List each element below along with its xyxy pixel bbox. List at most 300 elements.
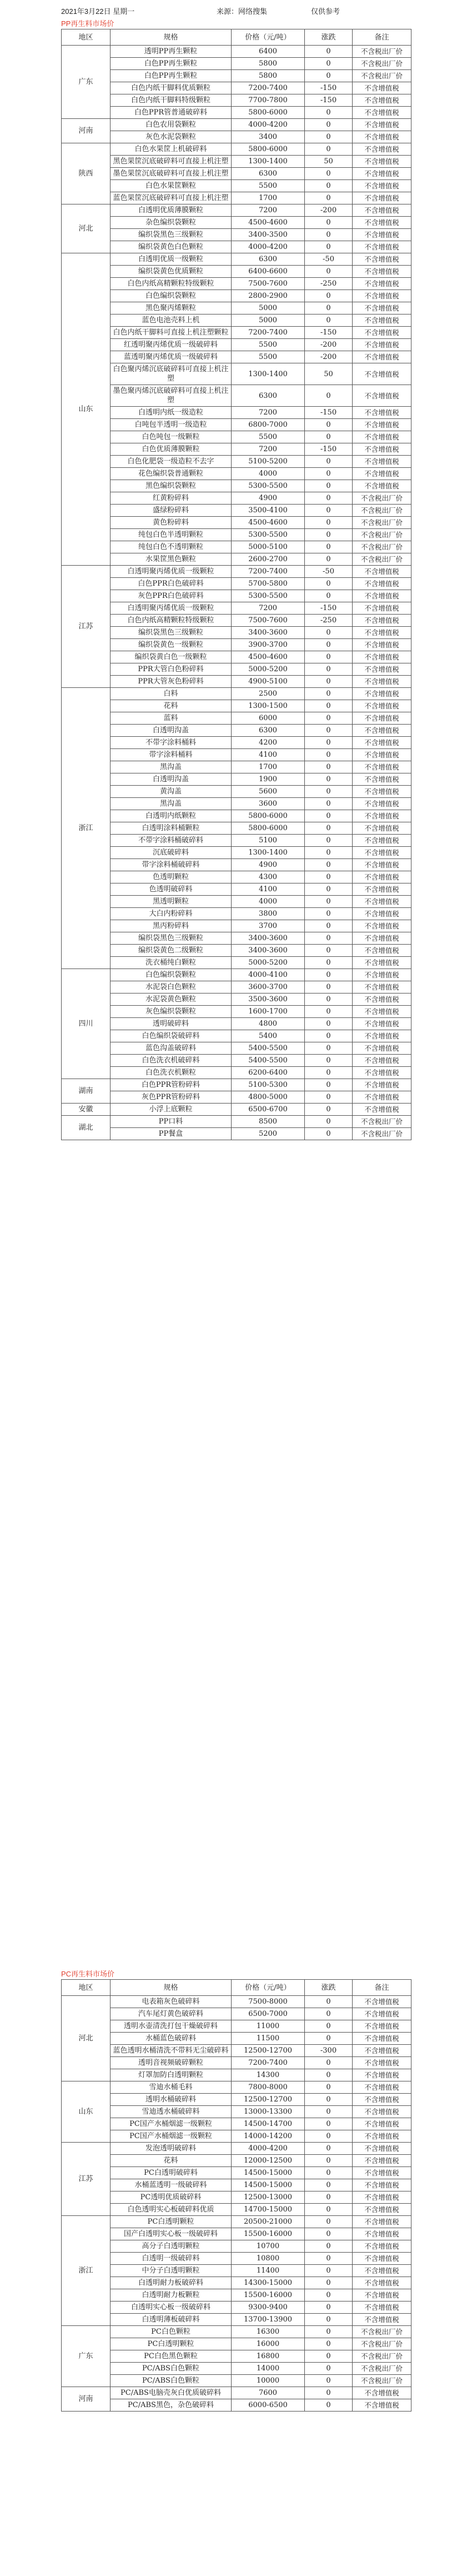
note-cell: 不含增值税 — [353, 278, 411, 290]
price-cell: 4500-4600 — [232, 517, 305, 529]
price-cell: 4900 — [232, 859, 305, 871]
change-cell: 0 — [305, 712, 353, 725]
note-cell: 不含税出厂价 — [353, 2338, 411, 2350]
price-cell: 4000 — [232, 896, 305, 908]
table-row — [62, 688, 411, 700]
note-cell: 不含增值税 — [353, 2008, 411, 2020]
column-header: 地区 — [62, 29, 111, 46]
spec-cell: 汽车尾灯黄色破碎料 — [111, 2008, 232, 2020]
change-cell: 0 — [305, 798, 353, 810]
note-cell: 不含增值税 — [353, 920, 411, 932]
note-cell: 不含增值税 — [353, 578, 411, 590]
price-cell: 16800 — [232, 2350, 305, 2363]
spec-cell: 蓝料 — [111, 712, 232, 725]
table-row — [62, 2094, 411, 2106]
change-cell: 0 — [305, 2326, 353, 2338]
spec-cell: 蓝色电池壳料上机 — [111, 314, 232, 327]
change-cell: -50 — [305, 566, 353, 578]
price-cell: 7200-7400 — [232, 82, 305, 94]
spec-cell: 编织袋黄白色一级颗粒 — [111, 651, 232, 663]
column-header: 价格（元/吨） — [232, 1980, 305, 1996]
table-row — [62, 2081, 411, 2094]
table-row — [62, 981, 411, 994]
note-cell: 不含增值税 — [353, 700, 411, 712]
spec-cell: 灰色水泥袋颗粒 — [111, 131, 232, 143]
spec-cell: 黑色果筐沉底破碎料可直接上机注塑 — [111, 156, 232, 168]
spec-cell: PC透明优质破碎料 — [111, 2191, 232, 2204]
note-cell: 不含税出厂价 — [353, 1116, 411, 1128]
price-cell: 5800-6000 — [232, 107, 305, 119]
price-cell: 1700 — [232, 192, 305, 204]
note-cell: 不含增值税 — [353, 443, 411, 456]
change-cell: 0 — [305, 131, 353, 143]
change-cell: 0 — [305, 529, 353, 541]
spec-cell: 白色农用袋颗粒 — [111, 119, 232, 131]
price-cell: 6300 — [232, 725, 305, 737]
change-cell: 0 — [305, 229, 353, 241]
price-cell: 6400 — [232, 46, 305, 58]
spec-cell: 编织袋黄色优质颗粒 — [111, 266, 232, 278]
note-cell: 不含增值税 — [353, 2277, 411, 2289]
note-cell: 不含增值税 — [353, 2045, 411, 2057]
table-row — [62, 761, 411, 773]
table-row — [62, 192, 411, 204]
change-cell: 0 — [305, 1116, 353, 1128]
table-row — [62, 253, 411, 266]
change-cell: 0 — [305, 749, 353, 761]
spec-cell: 透明破碎料 — [111, 1018, 232, 1030]
price-cell: 7200 — [232, 602, 305, 615]
table-row — [62, 566, 411, 578]
change-cell: -200 — [305, 339, 353, 351]
table-row — [62, 1030, 411, 1042]
change-cell: 0 — [305, 1104, 353, 1116]
spec-cell: 色透明破碎料 — [111, 883, 232, 896]
price-cell: 7200 — [232, 443, 305, 456]
table-row — [62, 241, 411, 253]
price-cell: 3400-3600 — [232, 627, 305, 639]
spec-cell: 带字涂料桶破碎料 — [111, 859, 232, 871]
spec-cell: 水桶蓝透明一级破碎料 — [111, 2179, 232, 2191]
table-row — [62, 859, 411, 871]
note-cell: 不含增值税 — [353, 456, 411, 468]
price-cell: 5800 — [232, 58, 305, 70]
change-cell: -150 — [305, 407, 353, 419]
table-row — [62, 180, 411, 192]
change-cell: -300 — [305, 2045, 353, 2057]
change-cell: 0 — [305, 1055, 353, 1067]
note-cell: 不含增值税 — [353, 327, 411, 339]
note-cell: 不含增值税 — [353, 822, 411, 835]
note-cell: 不含增值税 — [353, 651, 411, 663]
change-cell: 0 — [305, 70, 353, 82]
spec-cell: 白色内纸干脚料可直接上机注塑颗粒 — [111, 327, 232, 339]
change-cell: 0 — [305, 651, 353, 663]
change-cell: 0 — [305, 700, 353, 712]
table-row — [62, 896, 411, 908]
change-cell: 0 — [305, 725, 353, 737]
note-cell: 不含税出厂价 — [353, 517, 411, 529]
spec-cell: 发泡透明破碎料 — [111, 2143, 232, 2155]
price-cell: 5800-6000 — [232, 143, 305, 156]
price-cell: 5000 — [232, 302, 305, 314]
table-row — [62, 278, 411, 290]
spec-cell: 白色编织袋颗粒 — [111, 290, 232, 302]
spec-cell: PC/ABS白色颗粒 — [111, 2375, 232, 2387]
change-cell: 0 — [305, 2057, 353, 2069]
change-cell: 0 — [305, 517, 353, 529]
table-row — [62, 957, 411, 969]
change-cell: 0 — [305, 2033, 353, 2045]
note-cell: 不含增值税 — [353, 2179, 411, 2191]
table-row — [62, 810, 411, 822]
price-cell: 4100 — [232, 749, 305, 761]
price-cell: 4300 — [232, 871, 305, 883]
table-row — [62, 1006, 411, 1018]
change-cell: 0 — [305, 2240, 353, 2253]
spec-cell: 白色洗衣机颗粒 — [111, 1067, 232, 1079]
change-cell: 0 — [305, 908, 353, 920]
note-cell: 不含增值税 — [353, 2094, 411, 2106]
spec-cell: 白透明内纸颗粒 — [111, 810, 232, 822]
note-cell: 不含增值税 — [353, 351, 411, 363]
spec-cell: 不带字涂料桶破碎料 — [111, 835, 232, 847]
change-cell: 0 — [305, 2094, 353, 2106]
change-cell: -200 — [305, 351, 353, 363]
table-row — [62, 2155, 411, 2167]
table-row — [62, 1996, 411, 2008]
table-row — [62, 847, 411, 859]
spec-cell: 中分子白透明颗粒 — [111, 2265, 232, 2277]
table-row — [62, 2289, 411, 2302]
change-cell: 0 — [305, 180, 353, 192]
price-cell: 5800-6000 — [232, 822, 305, 835]
change-cell: 0 — [305, 1091, 353, 1104]
note-cell: 不含增值税 — [353, 1006, 411, 1018]
spec-cell: 电表箱灰色破碎料 — [111, 1996, 232, 2008]
change-cell: 0 — [305, 541, 353, 553]
price-cell: 14500-14700 — [232, 2118, 305, 2130]
price-cell: 7500-8000 — [232, 1996, 305, 2008]
table-row — [62, 2057, 411, 2069]
note-cell: 不含增值税 — [353, 2265, 411, 2277]
price-cell: 3600-3700 — [232, 981, 305, 994]
table-row — [62, 2204, 411, 2216]
note-cell: 不含增值税 — [353, 290, 411, 302]
change-cell: 0 — [305, 2179, 353, 2191]
spec-cell: 国产白透明实心板一级破碎料 — [111, 2228, 232, 2240]
table-row — [62, 143, 411, 156]
pp-section-title: PP再生料市场价 — [61, 19, 114, 28]
change-cell: 0 — [305, 835, 353, 847]
change-cell: 0 — [305, 639, 353, 651]
spec-cell: 墨色聚丙烯沉底破碎料可直接上机注塑 — [111, 385, 232, 407]
column-header: 地区 — [62, 1980, 111, 1996]
spec-cell: 编织袋黑色三级颗粒 — [111, 229, 232, 241]
table-row — [62, 131, 411, 143]
spec-cell: PC/ABS电脑壳灰白优质破碎料 — [111, 2387, 232, 2399]
note-cell: 不含增值税 — [353, 119, 411, 131]
note-cell: 不含增值税 — [353, 407, 411, 419]
change-cell: -200 — [305, 204, 353, 217]
spec-cell: 白色内纸高精颗粒特级颗粒 — [111, 615, 232, 627]
change-cell: 0 — [305, 2167, 353, 2179]
spec-cell: 白色优质薄膜颗粒 — [111, 443, 232, 456]
table-row — [62, 1116, 411, 1128]
spec-cell: 白色聚丙烯沉底破碎料可直接上机注塑 — [111, 363, 232, 385]
note-cell: 不含增值税 — [353, 761, 411, 773]
table-row — [62, 2118, 411, 2130]
price-cell: 3400 — [232, 131, 305, 143]
column-header: 涨跌 — [305, 29, 353, 46]
note-cell: 不含增值税 — [353, 615, 411, 627]
spec-cell: 灯罩加防白透明颗粒 — [111, 2069, 232, 2081]
note-cell: 不含增值税 — [353, 602, 411, 615]
note-cell: 不含增值税 — [353, 2216, 411, 2228]
price-cell: 6800-7000 — [232, 419, 305, 431]
price-cell: 12500-13000 — [232, 2191, 305, 2204]
spec-cell: 白色吨包一级颗粒 — [111, 431, 232, 443]
change-cell: 0 — [305, 2387, 353, 2399]
spec-cell: 红透明聚丙烯优质一级破碎料 — [111, 339, 232, 351]
region-cell: 江苏 — [62, 566, 111, 688]
change-cell: 0 — [305, 1030, 353, 1042]
change-cell: -150 — [305, 443, 353, 456]
note-cell: 不含增值税 — [353, 859, 411, 871]
table-row — [62, 492, 411, 505]
table-row — [62, 385, 411, 407]
table-row — [62, 407, 411, 419]
table-row — [62, 578, 411, 590]
change-cell: 0 — [305, 2253, 353, 2265]
spec-cell: 水果筐黑色颗粒 — [111, 553, 232, 566]
table-row — [62, 676, 411, 688]
table-row — [62, 749, 411, 761]
table-row — [62, 2216, 411, 2228]
note-cell: 不含税出厂价 — [353, 46, 411, 58]
price-cell: 14000 — [232, 2363, 305, 2375]
spec-cell: 白色洗衣机破碎料 — [111, 1055, 232, 1067]
table-row — [62, 363, 411, 385]
price-cell: 5100-5300 — [232, 1079, 305, 1091]
table-row — [62, 651, 411, 663]
change-cell: 0 — [305, 217, 353, 229]
spec-cell: 黑沟盖 — [111, 798, 232, 810]
note-cell: 不含增值税 — [353, 798, 411, 810]
note-cell: 不含增值税 — [353, 480, 411, 492]
table-row — [62, 107, 411, 119]
change-cell: -50 — [305, 253, 353, 266]
change-cell: 0 — [305, 2302, 353, 2314]
report-source: 来源：网络搜集 — [217, 7, 268, 16]
price-cell: 5800-6000 — [232, 810, 305, 822]
note-cell: 不含增值税 — [353, 385, 411, 407]
spec-cell: 白透明沟盖 — [111, 725, 232, 737]
table-row — [62, 2020, 411, 2033]
spec-cell: 编织袋黄色白色颗粒 — [111, 241, 232, 253]
note-cell: 不含增值税 — [353, 883, 411, 896]
pc-price-table — [61, 1979, 411, 2412]
price-cell: 5100 — [232, 835, 305, 847]
price-cell: 6300 — [232, 168, 305, 180]
price-cell: 7200 — [232, 204, 305, 217]
price-cell: 11000 — [232, 2020, 305, 2033]
table-row — [62, 2240, 411, 2253]
price-cell: 7600 — [232, 2387, 305, 2399]
table-row — [62, 2045, 411, 2057]
table-row — [62, 2375, 411, 2387]
change-cell: -150 — [305, 602, 353, 615]
table-row — [62, 2191, 411, 2204]
table-row — [62, 1018, 411, 1030]
note-cell: 不含增值税 — [353, 2191, 411, 2204]
spec-cell: 洗衣桶纯白颗粒 — [111, 957, 232, 969]
price-cell: 2600-2700 — [232, 553, 305, 566]
price-cell: 10800 — [232, 2253, 305, 2265]
note-cell: 不含增值税 — [353, 590, 411, 602]
table-row — [62, 94, 411, 107]
table-row — [62, 229, 411, 241]
price-cell: 4800 — [232, 1018, 305, 1030]
note-cell: 不含税出厂价 — [353, 505, 411, 517]
price-cell: 7200-7400 — [232, 566, 305, 578]
table-row — [62, 639, 411, 651]
note-cell: 不含增值税 — [353, 2387, 411, 2399]
spec-cell: 透明PP再生颗粒 — [111, 46, 232, 58]
spec-cell: 黑色聚丙烯颗粒 — [111, 302, 232, 314]
price-cell: 14300 — [232, 2069, 305, 2081]
region-cell: 河北 — [62, 204, 111, 253]
table-row — [62, 204, 411, 217]
spec-cell: 灰色PPR管粉碎料 — [111, 1091, 232, 1104]
price-cell: 5400-5500 — [232, 1042, 305, 1055]
change-cell: 0 — [305, 192, 353, 204]
table-row — [62, 2314, 411, 2326]
spec-cell: 黑丙粉碎料 — [111, 920, 232, 932]
note-cell: 不含增值税 — [353, 639, 411, 651]
price-cell: 6400-6600 — [232, 266, 305, 278]
table-row — [62, 994, 411, 1006]
table-row — [62, 786, 411, 798]
note-cell: 不含增值税 — [353, 314, 411, 327]
price-cell: 3700 — [232, 920, 305, 932]
price-cell: 5500 — [232, 351, 305, 363]
price-cell: 15500-16000 — [232, 2289, 305, 2302]
spec-cell: 花料 — [111, 700, 232, 712]
change-cell: 0 — [305, 385, 353, 407]
spec-cell: 水泥袋白色颗粒 — [111, 981, 232, 994]
region-cell: 浙江 — [62, 688, 111, 969]
note-cell: 不含税出厂价 — [353, 70, 411, 82]
table-row — [62, 529, 411, 541]
change-cell: 0 — [305, 419, 353, 431]
table-row — [62, 2277, 411, 2289]
change-cell: 0 — [305, 663, 353, 676]
change-cell: 0 — [305, 2375, 353, 2387]
change-cell: -250 — [305, 278, 353, 290]
spec-cell: 纯包白色半透明颗粒 — [111, 529, 232, 541]
note-cell: 不含增值税 — [353, 204, 411, 217]
price-cell: 7200-7400 — [232, 2057, 305, 2069]
price-cell: 14700-15000 — [232, 2204, 305, 2216]
price-cell: 5300-5500 — [232, 529, 305, 541]
price-cell: 5000-5200 — [232, 957, 305, 969]
table-row — [62, 2363, 411, 2375]
change-cell: 0 — [305, 1018, 353, 1030]
table-row — [62, 58, 411, 70]
change-cell: 0 — [305, 2314, 353, 2326]
change-cell: 0 — [305, 480, 353, 492]
note-cell: 不含增值税 — [353, 180, 411, 192]
price-cell: 4000-4100 — [232, 969, 305, 981]
price-cell: 1300-1400 — [232, 156, 305, 168]
note-cell: 不含增值税 — [353, 896, 411, 908]
note-cell: 不含税出厂价 — [353, 2326, 411, 2338]
table-row — [62, 602, 411, 615]
change-cell: 0 — [305, 2289, 353, 2302]
table-row — [62, 2130, 411, 2143]
table-row — [62, 2253, 411, 2265]
note-cell: 不含增值税 — [353, 2167, 411, 2179]
note-cell: 不含税出厂价 — [353, 492, 411, 505]
table-row — [62, 590, 411, 602]
change-cell: 0 — [305, 1042, 353, 1055]
table-row — [62, 920, 411, 932]
price-cell: 6300 — [232, 253, 305, 266]
table-row — [62, 627, 411, 639]
price-cell: 6000 — [232, 712, 305, 725]
spec-cell: PP餐盒 — [111, 1128, 232, 1140]
change-cell: 0 — [305, 1079, 353, 1091]
change-cell: 0 — [305, 302, 353, 314]
price-cell: 3500-4100 — [232, 505, 305, 517]
change-cell: 0 — [305, 957, 353, 969]
note-cell: 不含增值税 — [353, 2228, 411, 2240]
change-cell: 0 — [305, 1067, 353, 1079]
note-cell: 不含增值税 — [353, 786, 411, 798]
table-row — [62, 871, 411, 883]
note-cell: 不含增值税 — [353, 2314, 411, 2326]
change-cell: 0 — [305, 2338, 353, 2350]
change-cell: 0 — [305, 981, 353, 994]
change-cell: 0 — [305, 859, 353, 871]
spec-cell: 黑沟盖 — [111, 761, 232, 773]
spec-cell: 红黄粉碎料 — [111, 492, 232, 505]
note-cell: 不含增值税 — [353, 969, 411, 981]
change-cell: 0 — [305, 2020, 353, 2033]
note-cell: 不含税出厂价 — [353, 529, 411, 541]
spec-cell: 黑透明颗粒 — [111, 896, 232, 908]
note-cell: 不含增值税 — [353, 2399, 411, 2412]
table-row — [62, 290, 411, 302]
table-row — [62, 517, 411, 529]
spec-cell: 小浮上底颗粒 — [111, 1104, 232, 1116]
table-row — [62, 712, 411, 725]
region-cell: 湖南 — [62, 1079, 111, 1104]
spec-cell: 白色水果筐上机破碎料 — [111, 143, 232, 156]
spec-cell: 雪迪透水桶破碎料 — [111, 2106, 232, 2118]
spec-cell: 白透明耐力板颗粒 — [111, 2289, 232, 2302]
price-cell: 2800-2900 — [232, 290, 305, 302]
table-row — [62, 419, 411, 431]
column-header: 备注 — [353, 1980, 411, 1996]
price-cell: 3800 — [232, 908, 305, 920]
spec-cell: 白透明涂料桶颗粒 — [111, 822, 232, 835]
change-cell: 0 — [305, 847, 353, 859]
change-cell: 0 — [305, 896, 353, 908]
change-cell: 0 — [305, 2204, 353, 2216]
table-row — [62, 700, 411, 712]
